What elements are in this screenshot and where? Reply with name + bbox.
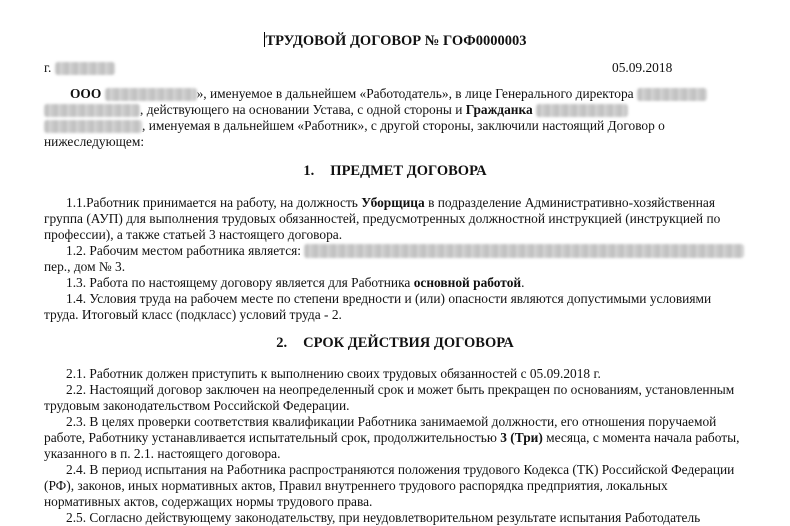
- clause-2-4-line-2: (РФ), законов, иных нормативных актов, Правил внутреннего трудового распорядка предприятия, локальных: [44, 478, 668, 493]
- intro-line-1: ООО », именуемое в дальнейшем «Работодатель», в лице Генерального директора: [70, 86, 744, 102]
- clause-1-4-line-2: труда. Итоговый класс (подкласс) условий труда - 2.: [44, 307, 342, 322]
- clause-2-4-line-1: 2.4. В период испытания на Работника распространяются положения трудового Кодекса (ТК) Российской Федерации: [66, 462, 735, 477]
- clause-2-1: 2.1. Работник должен приступить к выполнению своих трудовых обязанностей с 05.09.2018 г.: [66, 366, 601, 381]
- document-title: ТРУДОВОЙ ДОГОВОР № ГОФ0000003: [265, 33, 527, 49]
- section-2-heading: 2. СРОК ДЕЙСТВИЯ ДОГОВОРА: [276, 335, 514, 351]
- clause-1-2-line-2: пер., дом № 3.: [44, 259, 126, 274]
- redacted-director-name: [637, 88, 707, 101]
- clause-2-2-line-1: 2.2. Настоящий договор заключен на неопределенный срок и может быть прекращен по основаниям, установленным: [66, 382, 735, 397]
- intro-line-2: , действующего на основании Устава, с одной стороны и Гражданка: [44, 102, 744, 118]
- clause-2-3-line-2: работе, Работнику устанавливается испытательный срок, продолжительностью 3 (Три) месяца, с момента начала работы,: [44, 430, 740, 445]
- clause-1-3: 1.3. Работа по настоящему договору является для Работника основной работой.: [66, 275, 525, 290]
- intro-line-4: нижеследующем:: [44, 134, 145, 149]
- redacted-director-name-2: [44, 104, 140, 117]
- redacted-city: [55, 62, 115, 75]
- clause-1-4-line-1: 1.4. Условия труда на рабочем месте по степени вредности и (или) опасности являются допустимыми условиями: [66, 291, 712, 306]
- text-cursor: [264, 32, 265, 47]
- clause-2-5-line-1: 2.5. Согласно действующему законодательству, при неудовлетворительном результате испытания Работодатель: [66, 510, 701, 525]
- clause-1-2-line-1: 1.2. Рабочим местом работника является:: [66, 243, 744, 259]
- city-line: г.: [44, 60, 744, 76]
- redacted-workplace-address: [304, 244, 744, 258]
- clause-1-1-line-1: 1.1.Работник принимается на работу, на должность Уборщица в подразделение Административно-хозяйственная: [66, 195, 715, 210]
- redacted-employee-name: [536, 104, 628, 117]
- redacted-employee-name-2: [44, 120, 142, 133]
- clause-2-3-line-3: указанного в п. 2.1. настоящего договора.: [44, 446, 281, 461]
- clause-1-1-line-2: группа (АУП) для выполнения трудовых обязанностей, предусмотренных должностной инструкцией (инструкцией по: [44, 211, 721, 226]
- document-date: 05.09.2018: [612, 60, 673, 75]
- section-1-heading: 1. ПРЕДМЕТ ДОГОВОРА: [303, 163, 487, 179]
- clause-1-1-line-3: профессии), а также статьей 3 настоящего договора.: [44, 227, 343, 242]
- clause-2-3-line-1: 2.3. В целях проверки соответствия квалификации Работника занимаемой должности, его отношения поручаемой: [66, 414, 717, 429]
- intro-line-3: , именуемая в дальнейшем «Работник», с другой стороны, заключили настоящий Договор о: [44, 118, 744, 134]
- clause-2-2-line-2: трудовым законодательством Российской Федерации.: [44, 398, 350, 413]
- redacted-org-name: [105, 88, 197, 101]
- clause-2-4-line-3: нормативных актов, содержащих нормы трудового права.: [44, 494, 373, 509]
